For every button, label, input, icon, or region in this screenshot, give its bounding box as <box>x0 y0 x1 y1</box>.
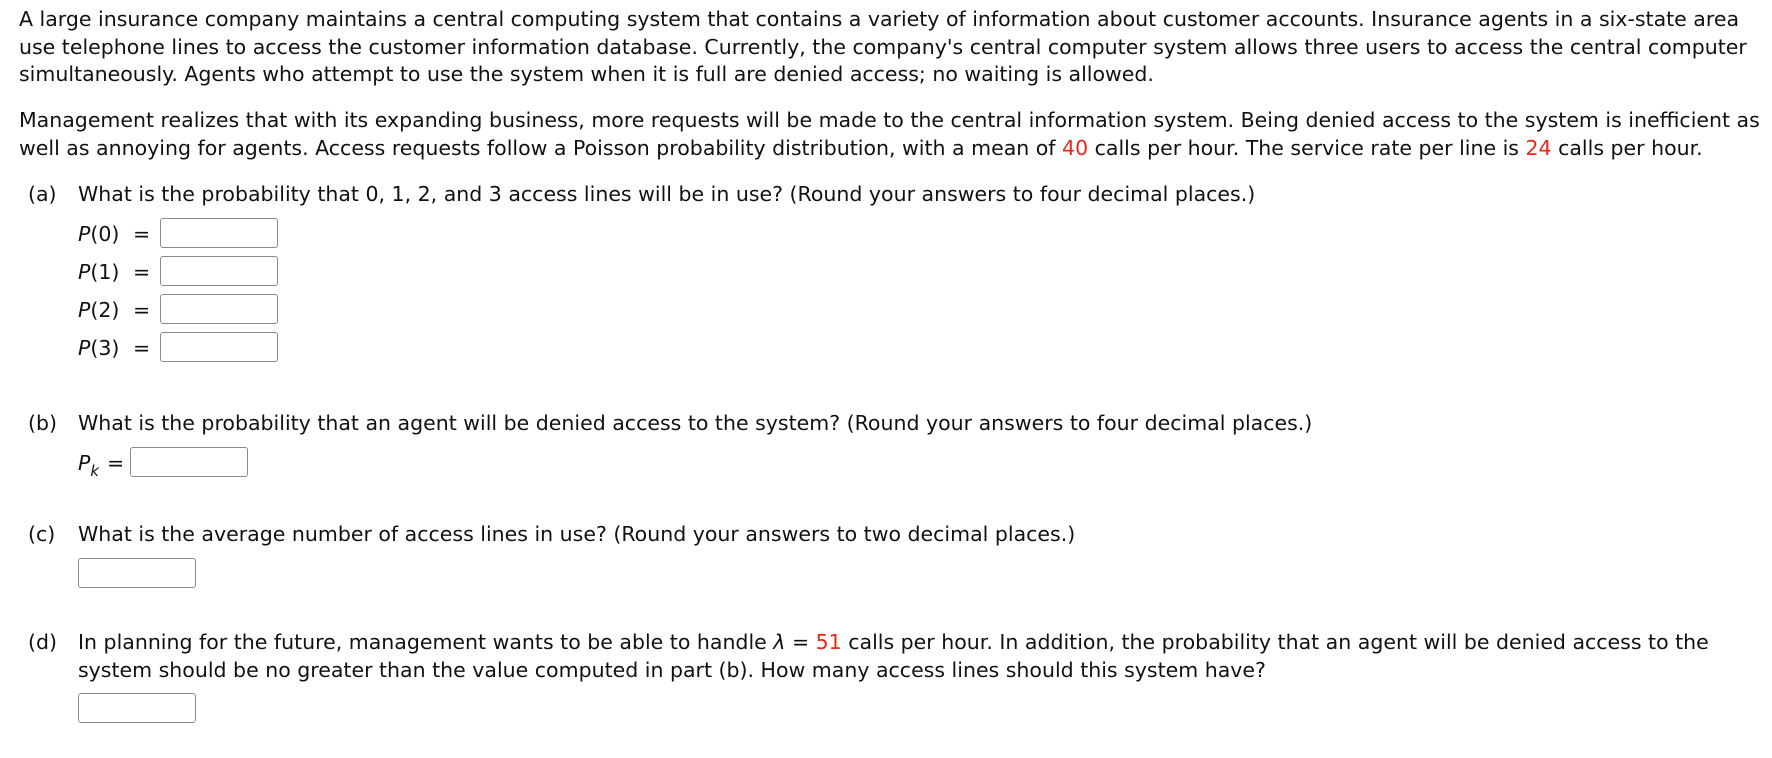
access-lines-input[interactable] <box>78 693 196 723</box>
lambda-symbol: λ <box>773 630 786 654</box>
p3-input[interactable] <box>160 332 278 362</box>
part-a <box>28 181 1768 371</box>
equals-sign: = <box>133 222 151 246</box>
intro-text: calls per hour. <box>1551 135 1703 160</box>
p2-label: P(2) <box>78 298 120 322</box>
mean-calls-value: 40 <box>1062 135 1089 160</box>
p1-input[interactable] <box>160 256 278 286</box>
equals-sign: = <box>133 298 151 322</box>
pk-input[interactable] <box>130 447 248 477</box>
lambda-value: 51 <box>815 630 842 654</box>
service-rate-value: 24 <box>1525 135 1552 160</box>
part-d-question: In planning for the future, management wants to be able to handle λ = 51 calls per hour. In addition, the probability that an agent will be denied access to the system should be no greater than the value computed in part (b). How many access lines should this system have? <box>78 630 1709 682</box>
p1-label: P(1) <box>78 260 120 284</box>
part-c-label: (c) <box>28 522 56 546</box>
p3-label: P(3) <box>78 336 120 360</box>
intro-text: calls per hour. The service rate per line is <box>1088 135 1526 160</box>
equals-sign: = <box>133 336 151 360</box>
part-c <box>28 521 1768 601</box>
part-c-question: What is the average number of access lines in use? (Round your answers to two decimal places.) <box>78 522 1076 546</box>
part-a-question: What is the probability that 0, 1, 2, and 3 access lines will be in use? (Round your answers to four decimal places.) <box>78 182 1256 206</box>
part-d <box>28 629 1768 749</box>
equals-sign: = <box>107 451 125 475</box>
intro-paragraph-1: A large insurance company maintains a central computing system that contains a variety of information about customer accounts. Insurance agents in a six-state area use telephone lines to access the customer information database. Currently, the company's central computer system allows three users to access the central computer simultaneously. Agents who attempt to use the system when it is full are denied access; no waiting is allowed. <box>19 7 1747 86</box>
part-d-label: (d) <box>28 630 58 654</box>
part-a-label: (a) <box>28 182 57 206</box>
avg-lines-input[interactable] <box>78 558 196 588</box>
intro-paragraph-2 <box>19 107 1764 162</box>
intro-text: Management realizes that with its expanding business, more requests will be made to the central information system. Being denied access to the system is inefficient as well as annoying for agents. Access requests follow a Poisson probability distribution, with a mean of <box>19 108 1760 160</box>
part-b <box>28 410 1768 490</box>
pk-label: $P_k$ <box>78 451 100 480</box>
part-b-question: What is the probability that an agent will be denied access to the system? (Round your answers to four decimal places.) <box>78 411 1313 435</box>
part-b-label: (b) <box>28 411 58 435</box>
p2-input[interactable] <box>160 294 278 324</box>
equals-sign: = <box>133 260 151 284</box>
p0-input[interactable] <box>160 218 278 248</box>
p0-label: P(0) <box>78 222 120 246</box>
